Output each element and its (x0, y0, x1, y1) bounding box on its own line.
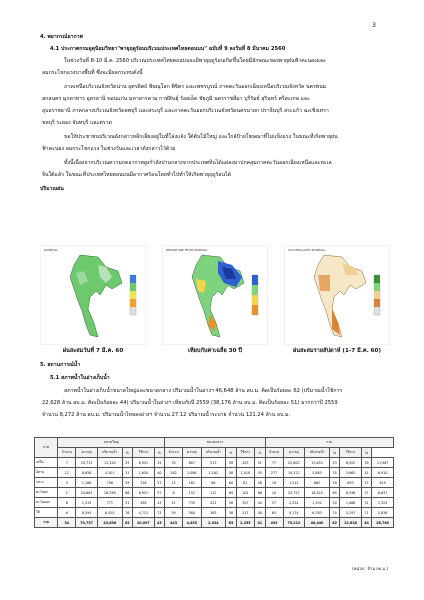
table-cell: 18 (265, 478, 283, 488)
table-cell: 6,420 (97, 508, 122, 518)
table-header: ปริมาณน้ำ (97, 448, 122, 458)
table-cell: 69 (329, 488, 339, 498)
table-cell: 57 (361, 478, 371, 488)
page-number: 3 (372, 22, 376, 29)
table-cell: 423 (236, 458, 254, 468)
table-header: ความจุ (283, 448, 305, 458)
map-caption: ฝนสะสมรายสัปดาห์ (1-7 มี.ค. 60) (293, 348, 381, 354)
table-header: % (329, 448, 339, 458)
paragraph-line: สกลนคร มุกดาหาร อุดรธานี ขอนแก่น มหาสารคาม กาฬสินธุ์ ร้อยเอ็ด ชัยภูมิ นครราชสีมา บุรีรัมย์ สุรินทร์ ศรีสะเกษ และ (42, 96, 310, 102)
table-cell: 862 (305, 478, 330, 488)
table-row (35, 488, 394, 498)
table-cell: 39 (361, 458, 371, 468)
paragraph-line: จีนใต้แล้ว ในขณะที่ประเทศไทยตอนบนมีอากาศร้อนโดยทั่วไปทำให้เกิดพายุฤดูร้อนได้ (42, 172, 232, 178)
table-row (35, 458, 394, 468)
table-cell: 70,757 (76, 518, 98, 528)
table-cell: 68 (122, 488, 132, 498)
table-cell: 24,757 (283, 488, 305, 498)
table-cell: 2,254 (283, 498, 305, 508)
table-cell: 5,297 (340, 508, 362, 518)
table-cell: 57 (361, 488, 371, 498)
table-cell: 6,938 (340, 488, 362, 498)
table-cell: 2,098 (183, 468, 201, 478)
table-header: % (154, 448, 164, 458)
section4-heading: 4. พยากรณ์อากาศ (40, 34, 83, 40)
table-cell: 513 (201, 458, 226, 468)
map-caption: ฝนสะสมวันที่ 7 มี.ค. 60 (62, 348, 124, 354)
table-cell: 74 (329, 508, 339, 518)
paragraph-line: สภาพน้ำในอ่างเก็บน้ำขนาดใหญ่และขนาดกลาง ปริมาณน้ำในอ่างฯ 46,648 ล้าน ลบ.ม. คิดเป็นร้อยละ 62 (ปริมาณน้ำใช้การ (64, 388, 343, 394)
paragraph-line: อุบลราชธานี ภาคกลางบริเวณจังหวัดลพบุรี และสระบุรี และภาคตะวันออกบริเวณจังหวัดนครนายก ปราจีนบุรี สระแก้ว ฉะเชิงเทรา (42, 108, 329, 114)
table-row (35, 478, 394, 488)
table-cell: 1,018 (236, 468, 254, 478)
table-cell: 41 (361, 468, 371, 478)
table-cell: 152 (183, 488, 201, 498)
table-row (35, 508, 394, 518)
table-cell: 6,951 (133, 458, 155, 468)
table-cell: 31 (361, 498, 371, 508)
table-cell: 75,212 (283, 518, 305, 528)
table-cell: 51 (122, 498, 132, 508)
table-header: จำนวน (165, 448, 183, 458)
table-cell: 54 (329, 498, 339, 508)
table-cell: 58 (226, 468, 236, 478)
table-cell: ใต้ (35, 508, 58, 518)
paragraph-line: ฟ้าคะนอง ลมกระโชกแรง ในช่วงวันและเวลาดังกล่าวไว้ด้วย (42, 146, 176, 152)
table-cell: 58 (226, 458, 236, 468)
table-cell: 22,628 (340, 518, 362, 528)
table-header: ความจุ (76, 448, 98, 458)
table-cell: 76 (122, 508, 132, 518)
table-cell: 48 (255, 508, 265, 518)
table-cell: 77 (265, 458, 283, 468)
table-cell: 2,836 (372, 508, 394, 518)
table-cell: 34 (154, 458, 164, 468)
table-cell: 24,605 (76, 488, 98, 498)
table-cell: 7 (58, 458, 76, 468)
table-cell: 363 (201, 508, 226, 518)
table-cell: 1,192 (305, 498, 330, 508)
table-cell: 12 (58, 468, 76, 478)
map-departure (162, 245, 268, 354)
table-cell: 55 (255, 468, 265, 478)
table-cell: 59 (122, 478, 132, 488)
table-cell: 11,967 (372, 458, 394, 468)
table-cell: 58 (226, 508, 236, 518)
table-header: % (361, 448, 371, 458)
table-cell: 9,174 (283, 508, 305, 518)
table-cell: 1,168 (76, 478, 98, 488)
table-total-row (35, 518, 394, 528)
table-cell: 10 (265, 488, 283, 498)
paragraph-line: 22,628 ล้าน ลบ.ม. คิดเป็นร้อยละ 44) ปริมาณน้ำในอ่างฯ เทียบกับปี 2559 (38,176 ล้าน ลบ.ม. คิดเป็นร้อยละ 51) มากกว่าปี 2559 (42, 400, 338, 406)
map-title: DEPARTURE FROM NORMAL (166, 248, 208, 252)
map-title: RAINFALL (44, 248, 58, 252)
table-cell: 771 (97, 498, 122, 508)
table-cell: 262 (165, 468, 183, 478)
map-caption: เทียบกับค่าเฉลี่ย 30 ปี (188, 348, 242, 354)
table-cell: 619 (372, 478, 394, 488)
table-cell: 5,863 (305, 468, 330, 478)
paragraph-line: จำนวน 8,272 ล้าน ลบ.ม. ปริมาณน้ำไหลลงอ่างฯ จำนวน 27.12 ปริมาณน้ำระบาย จำนวน 121.24 ล้าน ลบ.ม. (42, 412, 291, 418)
table-cell: ตะวันตก (35, 488, 58, 498)
table-cell: 2,650 (133, 468, 155, 478)
table-cell: 86 (201, 478, 226, 488)
table-cell: 2,255 (236, 518, 254, 528)
table-cell: 726 (133, 478, 155, 488)
table-cell: กลาง (35, 478, 58, 488)
rain-maps (40, 245, 390, 355)
table-group-header: ขนาดกลาง (165, 438, 265, 448)
table-cell: 13,633 (305, 458, 330, 468)
table-cell: 1,162 (201, 468, 226, 478)
table-cell: 57 (154, 488, 164, 498)
table-cell: 1,519 (76, 498, 98, 508)
table-cell: 6,951 (133, 488, 155, 498)
table-cell: 4,301 (97, 468, 122, 478)
table-cell: 51 (165, 498, 183, 508)
table-cell: 53 (329, 458, 339, 468)
table-cell: 10,372 (283, 468, 305, 478)
table-cell: 18,298 (97, 488, 122, 498)
table-cell: 46,440 (305, 518, 330, 528)
table-cell: 6,783 (305, 508, 330, 518)
table-cell: 161 (183, 478, 201, 488)
table-cell: 580 (183, 508, 201, 518)
table-cell: 8 (165, 488, 183, 498)
table-cell: 43,636 (97, 518, 122, 528)
table-cell: 20,097 (133, 518, 155, 528)
table-cell: 62 (329, 518, 339, 528)
map-title: ACCUMULATED RAINFALL (288, 248, 326, 252)
table-cell: 31 (122, 468, 132, 478)
table-cell: 101 (236, 488, 254, 498)
table-cell: 8,658 (76, 468, 98, 478)
table-header: ความจุ (183, 448, 201, 458)
table-cell: 25,602 (283, 458, 305, 468)
table-cell: 59 (165, 508, 183, 518)
table-cell: 28,760 (372, 518, 394, 528)
table-header: ปริมาณน้ำ (305, 448, 330, 458)
table-cell: 1,066 (340, 498, 362, 508)
table-header: ใช้การ (340, 448, 362, 458)
table-cell: 18,420 (305, 488, 330, 498)
table-cell: 458 (133, 498, 155, 508)
section5-subheading: 5.1 สภาพน้ำในอ่างเก็บน้ำ (50, 375, 110, 381)
table-header: % (122, 448, 132, 458)
table-group-header: ขนาดใหญ่ (58, 438, 165, 448)
table-cell: 60 (226, 478, 236, 488)
table-header: ภาค (35, 438, 58, 458)
table-cell: 6 (58, 498, 76, 508)
table-cell: 43 (154, 498, 164, 508)
table-cell: 70 (165, 458, 183, 468)
table-cell: 59 (329, 478, 339, 488)
table-cell: 112 (201, 488, 226, 498)
section5-heading: 5. สถานการณ์น้ำ (40, 362, 81, 368)
table-body (35, 458, 394, 528)
table-cell: 57 (265, 498, 283, 508)
table-cell: 3,665 (340, 468, 362, 478)
table-cell: 51 (255, 458, 265, 468)
table-group-header-row (35, 438, 394, 448)
table-cell: 4,713 (133, 508, 155, 518)
section4-subheading: 4.1 ประกาศกรมอุตุนิยมวิทยา"พายุฤดูร้อนบริเวณประเทศไทยตอนบน" ฉบับที่ 9 ลงวันที่ 8 มีนาคม 2560 (50, 46, 286, 52)
table-cell: 56 (226, 498, 236, 508)
table-cell: 5 (58, 478, 76, 488)
table-header: ใช้การ (236, 448, 254, 458)
table-cell: 443 (165, 518, 183, 528)
table-cell: 13 (165, 478, 183, 488)
table-header: ใช้การ (133, 448, 155, 458)
table-header: ปริมาณน้ำ (201, 448, 226, 458)
table-cell: 40 (154, 468, 164, 478)
table-cell: 756 (97, 478, 122, 488)
paragraph-line: ลมกระโชกแรงบางพื้นที่ ซึ่งจะมีผลกระทบดังนี้ (42, 70, 143, 76)
unit-note: (หน่วย : ล้าน ลบ.ม.) (352, 566, 388, 571)
table-cell: 6,910 (372, 468, 394, 478)
paragraph-line: ทั้งนี้เนื่องจากบริเวณความกดอากาศสูงกำลังปานกลางจากประเทศจีนได้แผ่ลงมาปกคลุมภาคตะวันออกเฉียงเหนือและทะเล (64, 160, 332, 166)
table-cell: 69 (226, 488, 236, 498)
table-cell: 6,922 (340, 458, 362, 468)
table-cell: 66 (255, 488, 265, 498)
paragraph-line: ภาคเหนือบริเวณจังหวัดน่าน อุตรดิตถ์ พิษณุโลก พิจิตร และเพชรบูรณ์ ภาคตะวันออกเฉียงเหนือบริเวณจังหวัด นครพนม (64, 84, 327, 90)
table-cell: 277 (265, 468, 283, 478)
table-cell: 1,324 (372, 498, 394, 508)
table-cell: 55 (329, 468, 339, 478)
table-cell: ตะวันออก (35, 498, 58, 508)
table-cell: 693 (340, 478, 362, 488)
table-cell: 44 (255, 498, 265, 508)
table-cell: 4,455 (183, 518, 201, 528)
table-row (35, 498, 394, 508)
table-cell: 6,637 (372, 488, 394, 498)
table-cell: 73 (154, 508, 164, 518)
paragraph-line: ชลบุรี ระยอง จันทบุรี และตราด (42, 120, 112, 126)
table-cell: 6 (58, 508, 76, 518)
table-cell: 2 (58, 488, 76, 498)
paragraph-line: ขอให้ประชาชนบริเวณดังกล่าวหลีกเลี่ยงอยู่ในที่โล่งแจ้ง ใต้ต้นไม้ใหญ่ และใกล้ป้ายโฆษณาที่ไม่แข็งแรง ในขณะที่เกิดพายุฝน (64, 134, 338, 140)
table-cell: 55 (122, 458, 132, 468)
table-cell: 34 (58, 518, 76, 528)
table-subheader-row (35, 448, 394, 458)
table-header: จำนวน (58, 448, 76, 458)
table-cell: 41 (255, 518, 265, 528)
table-header: % (226, 448, 236, 458)
table-cell: 44 (361, 518, 371, 528)
table-header: % (255, 448, 265, 458)
table-cell: 43 (154, 518, 164, 528)
table-cell: 317 (236, 508, 254, 518)
table-cell: อีสาน (35, 468, 58, 478)
paragraph-line: ในช่วงวันที่ 8-10 มี.ค. 2560 บริเวณประเทศไทยตอนบนจะมีพายุฤดูร้อนเกิดขึ้นโดยมีลักษณะของพายุฝนฟ้าคะนองและ (64, 58, 326, 64)
table-group-header: รวม (265, 438, 394, 448)
table-cell: 307 (236, 498, 254, 508)
table-cell: 492 (265, 518, 283, 528)
table-cell: 62 (122, 518, 132, 528)
table-cell: 63 (226, 518, 236, 528)
table-cell: 1,511 (283, 478, 305, 488)
table-cell: 887 (183, 458, 201, 468)
table-cell: 421 (201, 498, 226, 508)
rain-label: ปริมาณฝน (40, 186, 64, 192)
table-cell: 8,594 (76, 508, 98, 518)
table-cell: 57 (154, 478, 164, 488)
table-cell: 56 (255, 478, 265, 488)
map-rain-daily (40, 245, 146, 354)
table-cell: 735 (183, 498, 201, 508)
map-weekly (284, 245, 390, 354)
table-cell: 24,713 (76, 458, 98, 468)
table-cell: 81 (236, 478, 254, 488)
table-cell: รวม (35, 518, 58, 528)
table-cell: 13,120 (97, 458, 122, 468)
table-header: จำนวน (265, 448, 283, 458)
table-row (35, 468, 394, 478)
table-cell: 65 (265, 508, 283, 518)
table-cell: 2,924 (201, 518, 226, 528)
table-cell: 71 (361, 508, 371, 518)
table-cell: เหนือ (35, 458, 58, 468)
reservoir-table (34, 437, 394, 528)
